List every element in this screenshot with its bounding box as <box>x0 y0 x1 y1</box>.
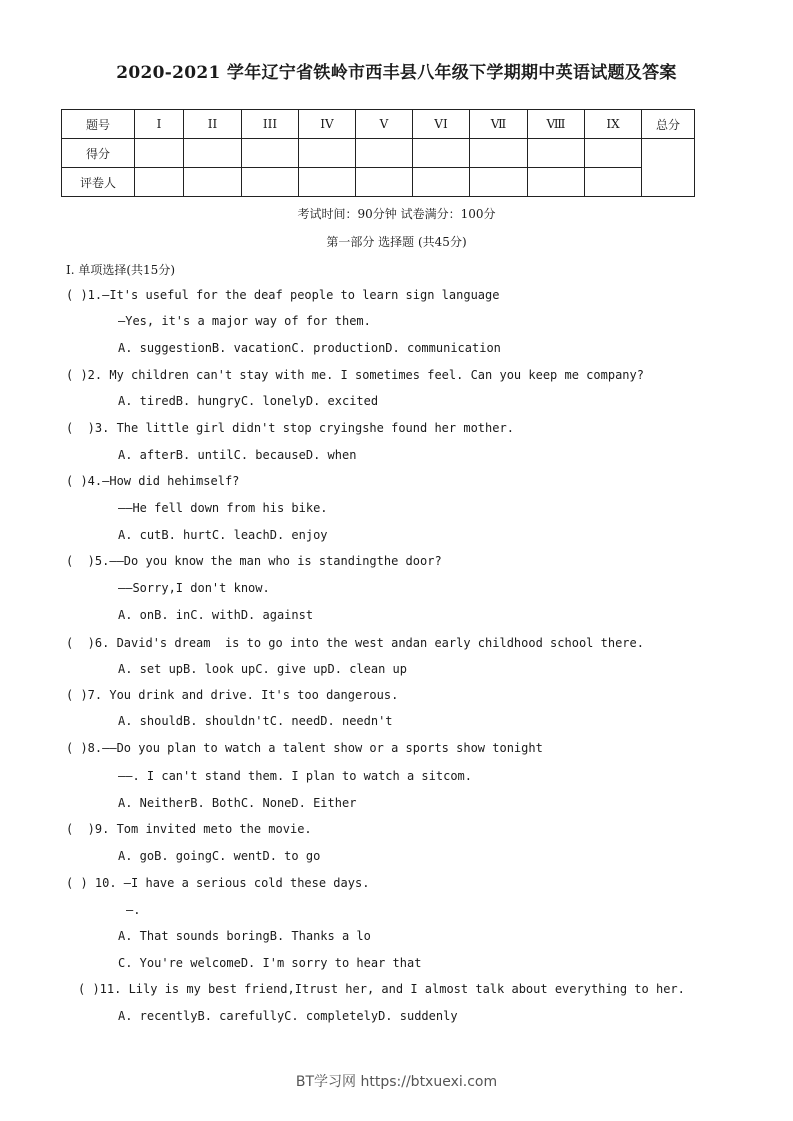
blank-cell <box>585 168 642 197</box>
blank-cell <box>299 139 356 168</box>
blank-cell <box>470 139 528 168</box>
blank-cell <box>299 168 356 197</box>
row-label: 评卷人 <box>62 168 135 197</box>
exam-info: 考试时间：90分钟 试卷满分：100分 <box>297 207 496 221</box>
blank-cell <box>413 139 470 168</box>
header-cell: II <box>184 110 242 139</box>
blank-cell <box>413 168 470 197</box>
header-cell: IX <box>585 110 642 139</box>
blank-cell <box>585 139 642 168</box>
header-cell: 题号 <box>62 110 135 139</box>
question-line: ( )4.—How did hehimself? <box>66 474 240 488</box>
option-line: A. afterB. untilC. becauseD. when <box>118 448 357 462</box>
blank-cell <box>184 139 242 168</box>
question-line: —Yes, it's a major way of for them. <box>118 314 371 328</box>
option-line: A. set upB. look upC. give upD. clean up <box>118 662 407 676</box>
option-line: A. That sounds boringB. Thanks a lo <box>118 929 371 943</box>
option-line: A. onB. inC. withD. against <box>118 608 314 622</box>
blank-cell <box>242 139 299 168</box>
question-line: ( )3. The little girl didn't stop cryingshe found her mother. <box>66 421 514 435</box>
header-cell: Ⅷ <box>528 110 585 139</box>
option-line: A. shouldB. shouldn'tC. needD. needn't <box>118 714 393 728</box>
blank-cell <box>470 168 528 197</box>
question-line: ——Sorry,I don't know. <box>118 581 270 595</box>
option-line: A. goB. goingC. wentD. to go <box>118 849 321 863</box>
question-line: ( )11. Lily is my best friend,Itrust her, and I almost talk about everything to her. <box>78 982 685 996</box>
blank-cell <box>528 139 585 168</box>
question-line: —. <box>126 903 141 917</box>
blank-cell <box>356 139 413 168</box>
blank-cell <box>135 168 184 197</box>
option-line: A. suggestionB. vacationC. productionD. communication <box>118 341 501 355</box>
header-cell: 总分 <box>642 110 695 139</box>
question-line: ( )8.——Do you plan to watch a talent show or a sports show tonight <box>66 741 543 755</box>
total-cell <box>642 139 695 197</box>
section-title: I. 单项选择(共15分) <box>66 263 176 277</box>
header-cell: Ⅶ <box>470 110 528 139</box>
header-cell: I <box>135 110 184 139</box>
question-line: ——. I can't stand them. I plan to watch a sitcom. <box>118 769 473 783</box>
header-cell: V <box>356 110 413 139</box>
option-line: C. You're welcomeD. I'm sorry to hear that <box>118 956 422 970</box>
blank-cell <box>135 139 184 168</box>
option-line: A. tiredB. hungryC. lonelyD. excited <box>118 394 379 408</box>
blank-cell <box>242 168 299 197</box>
header-cell: IV <box>299 110 356 139</box>
question-line: ( )2. My children can't stay with me. I sometimes feel. Can you keep me company? <box>66 368 644 382</box>
option-line: A. NeitherB. BothC. NoneD. Either <box>118 796 357 810</box>
question-line: ( )7. You drink and drive. It's too dangerous. <box>66 688 399 702</box>
score-row <box>62 139 695 168</box>
question-line: ( )6. David's dream is to go into the west andan early childhood school there. <box>66 636 644 650</box>
footer-watermark: BT学习网 https://btxuexi.com <box>295 1074 498 1090</box>
question-line: ——He fell down from his bike. <box>118 501 328 515</box>
grader-row <box>62 168 695 197</box>
header-cell: VI <box>413 110 470 139</box>
question-line: ( )9. Tom invited meto the movie. <box>66 822 312 836</box>
blank-cell <box>184 168 242 197</box>
row-label: 得分 <box>62 139 135 168</box>
part-title: 第一部分 选择题 (共45分) <box>326 235 467 249</box>
score-table-header-row <box>62 110 695 139</box>
blank-cell <box>356 168 413 197</box>
question-line: ( )5.——Do you know the man who is standingthe door? <box>66 554 442 568</box>
option-line: A. recentlyB. carefullyC. completelyD. suddenly <box>118 1009 458 1023</box>
document-title: 2020-2021 学年辽宁省铁岭市西丰县八年级下学期期中英语试题及答案 <box>116 63 677 83</box>
blank-cell <box>528 168 585 197</box>
option-line: A. cutB. hurtC. leachD. enjoy <box>118 528 328 542</box>
question-line: ( )1.—It's useful for the deaf people to learn sign language <box>66 288 500 302</box>
score-table <box>61 109 695 197</box>
question-line: ( ) 10. —I have a serious cold these days. <box>66 876 370 890</box>
header-cell: III <box>242 110 299 139</box>
